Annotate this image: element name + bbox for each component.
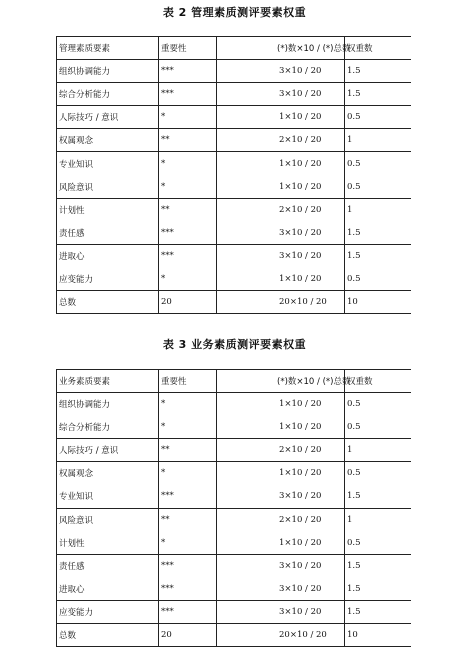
table2-cell-element: 人际技巧 / 意识 <box>57 106 159 129</box>
table3-header-row <box>57 370 411 393</box>
table2-cell-element: 风险意识 <box>57 176 159 199</box>
table3-row <box>57 624 411 647</box>
table3-row <box>57 485 411 509</box>
table3-row <box>57 578 411 601</box>
table3-cell-element: 责任感 <box>57 555 159 578</box>
table2-cell-importance: 20 <box>159 291 217 314</box>
table2-cell-weight: 1 <box>345 199 411 222</box>
table2-cell-weight: 1 <box>345 129 411 152</box>
table3-cell-weight: 0.5 <box>345 462 411 485</box>
table3-cell-importance: *** <box>159 601 217 624</box>
table2-row <box>57 129 411 152</box>
table3 <box>56 369 411 647</box>
table3-cell-element: 组织协调能力 <box>57 393 159 416</box>
table2-row <box>57 245 411 268</box>
table3-cell-importance: *** <box>159 555 217 578</box>
table2-cell-formula: 3×10 / 20 <box>217 60 345 83</box>
table3-row <box>57 601 411 624</box>
table2-cell-formula: 3×10 / 20 <box>217 222 345 245</box>
table3-cell-formula: 2×10 / 20 <box>217 509 345 532</box>
table3-cell-weight: 0.5 <box>345 416 411 439</box>
table2-row <box>57 222 411 245</box>
table2-cell-element: 责任感 <box>57 222 159 245</box>
table2-cell-formula: 1×10 / 20 <box>217 268 345 291</box>
table3-cell-weight: 1.5 <box>345 601 411 624</box>
table3-cell-weight: 0.5 <box>345 532 411 555</box>
table2-cell-weight: 1.5 <box>345 83 411 106</box>
table3-cell-formula: 2×10 / 20 <box>217 439 345 462</box>
table3-cell-weight: 1.5 <box>345 485 411 509</box>
table2-cell-weight: 10 <box>345 291 411 314</box>
table3-cell-importance: * <box>159 462 217 485</box>
table2-header-importance: 重要性 <box>159 37 217 60</box>
table3-cell-element: 进取心 <box>57 578 159 601</box>
table3-cell-formula: 3×10 / 20 <box>217 485 345 509</box>
table3-cell-importance: 20 <box>159 624 217 647</box>
table2-cell-element: 进取心 <box>57 245 159 268</box>
table2-cell-formula: 3×10 / 20 <box>217 83 345 106</box>
table3-caption: 表 3 业务素质测评要素权重 <box>162 338 307 351</box>
table2-cell-element: 组织协调能力 <box>57 60 159 83</box>
table2-row <box>57 176 411 199</box>
table3-row <box>57 555 411 578</box>
table3-cell-weight: 10 <box>345 624 411 647</box>
table2-cell-weight: 0.5 <box>345 268 411 291</box>
table3-cell-formula: 3×10 / 20 <box>217 555 345 578</box>
table3-row <box>57 532 411 555</box>
table2-cell-importance: * <box>159 152 217 176</box>
table3-cell-weight: 1.5 <box>345 555 411 578</box>
table2-cell-importance: * <box>159 268 217 291</box>
table3-cell-weight: 1.5 <box>345 578 411 601</box>
table2-cell-formula: 1×10 / 20 <box>217 106 345 129</box>
table2-cell-formula: 2×10 / 20 <box>217 129 345 152</box>
table2-row <box>57 152 411 176</box>
table2-header-element: 管理素质要素 <box>57 37 159 60</box>
table3-cell-importance: ** <box>159 509 217 532</box>
table2-header-formula: (*)数×10 / (*)总数 <box>217 37 345 60</box>
table2-row <box>57 60 411 83</box>
table2-header-row <box>57 37 411 60</box>
table2-cell-importance: *** <box>159 222 217 245</box>
table2-row <box>57 291 411 314</box>
table2-cell-formula: 1×10 / 20 <box>217 176 345 199</box>
table3-row <box>57 439 411 462</box>
table2-cell-weight: 1.5 <box>345 222 411 245</box>
table3-cell-element: 综合分析能力 <box>57 416 159 439</box>
table3-header-formula: (*)数×10 / (*)总数 <box>217 370 345 393</box>
table2-cell-importance: *** <box>159 83 217 106</box>
table3-header-importance: 重要性 <box>159 370 217 393</box>
table3-cell-element: 权属观念 <box>57 462 159 485</box>
table2-cell-element: 应变能力 <box>57 268 159 291</box>
table3-cell-formula: 1×10 / 20 <box>217 532 345 555</box>
table2-cell-weight: 1.5 <box>345 245 411 268</box>
table3-cell-importance: * <box>159 393 217 416</box>
table3-row <box>57 416 411 439</box>
table3-cell-formula: 3×10 / 20 <box>217 601 345 624</box>
table2-row <box>57 83 411 106</box>
table2-cell-element: 权属观念 <box>57 129 159 152</box>
table3-header-weight: 权重数 <box>345 370 411 393</box>
table3-cell-formula: 1×10 / 20 <box>217 462 345 485</box>
table3-cell-element: 人际技巧 / 意识 <box>57 439 159 462</box>
table2-cell-weight: 1.5 <box>345 60 411 83</box>
table2-row <box>57 106 411 129</box>
table3-cell-element: 应变能力 <box>57 601 159 624</box>
table3-cell-weight: 1 <box>345 439 411 462</box>
table2-cell-weight: 0.5 <box>345 176 411 199</box>
table2-cell-importance: *** <box>159 60 217 83</box>
table2-cell-formula: 2×10 / 20 <box>217 199 345 222</box>
table3-cell-importance: *** <box>159 578 217 601</box>
table3-cell-formula: 20×10 / 20 <box>217 624 345 647</box>
table3-cell-importance: * <box>159 416 217 439</box>
table3-cell-weight: 1 <box>345 509 411 532</box>
table3-cell-formula: 1×10 / 20 <box>217 416 345 439</box>
table2-cell-weight: 0.5 <box>345 152 411 176</box>
table2-cell-element: 总数 <box>57 291 159 314</box>
table2 <box>56 36 411 314</box>
table3-cell-importance: *** <box>159 485 217 509</box>
table2-cell-formula: 20×10 / 20 <box>217 291 345 314</box>
table2-cell-element: 专业知识 <box>57 152 159 176</box>
table2-header-weight: 权重数 <box>345 37 411 60</box>
table2-cell-element: 计划性 <box>57 199 159 222</box>
table3-cell-formula: 1×10 / 20 <box>217 393 345 416</box>
table3-cell-element: 专业知识 <box>57 485 159 509</box>
table3-cell-importance: ** <box>159 439 217 462</box>
table2-cell-importance: * <box>159 176 217 199</box>
table2-row <box>57 268 411 291</box>
table2-cell-weight: 0.5 <box>345 106 411 129</box>
table3-cell-weight: 0.5 <box>345 393 411 416</box>
table3-cell-formula: 3×10 / 20 <box>217 578 345 601</box>
table3-cell-importance: * <box>159 532 217 555</box>
table3-cell-element: 计划性 <box>57 532 159 555</box>
table2-cell-importance: ** <box>159 199 217 222</box>
table3-cell-element: 风险意识 <box>57 509 159 532</box>
table2-cell-formula: 1×10 / 20 <box>217 152 345 176</box>
table3-header-element: 业务素质要素 <box>57 370 159 393</box>
table2-cell-importance: * <box>159 106 217 129</box>
table3-row <box>57 462 411 485</box>
table2-cell-importance: *** <box>159 245 217 268</box>
table3-row <box>57 509 411 532</box>
table3-row <box>57 393 411 416</box>
table3-cell-element: 总数 <box>57 624 159 647</box>
table2-caption: 表 2 管理素质测评要素权重 <box>162 6 307 19</box>
table2-cell-element: 综合分析能力 <box>57 83 159 106</box>
table2-row <box>57 199 411 222</box>
table2-cell-formula: 3×10 / 20 <box>217 245 345 268</box>
table2-cell-importance: ** <box>159 129 217 152</box>
